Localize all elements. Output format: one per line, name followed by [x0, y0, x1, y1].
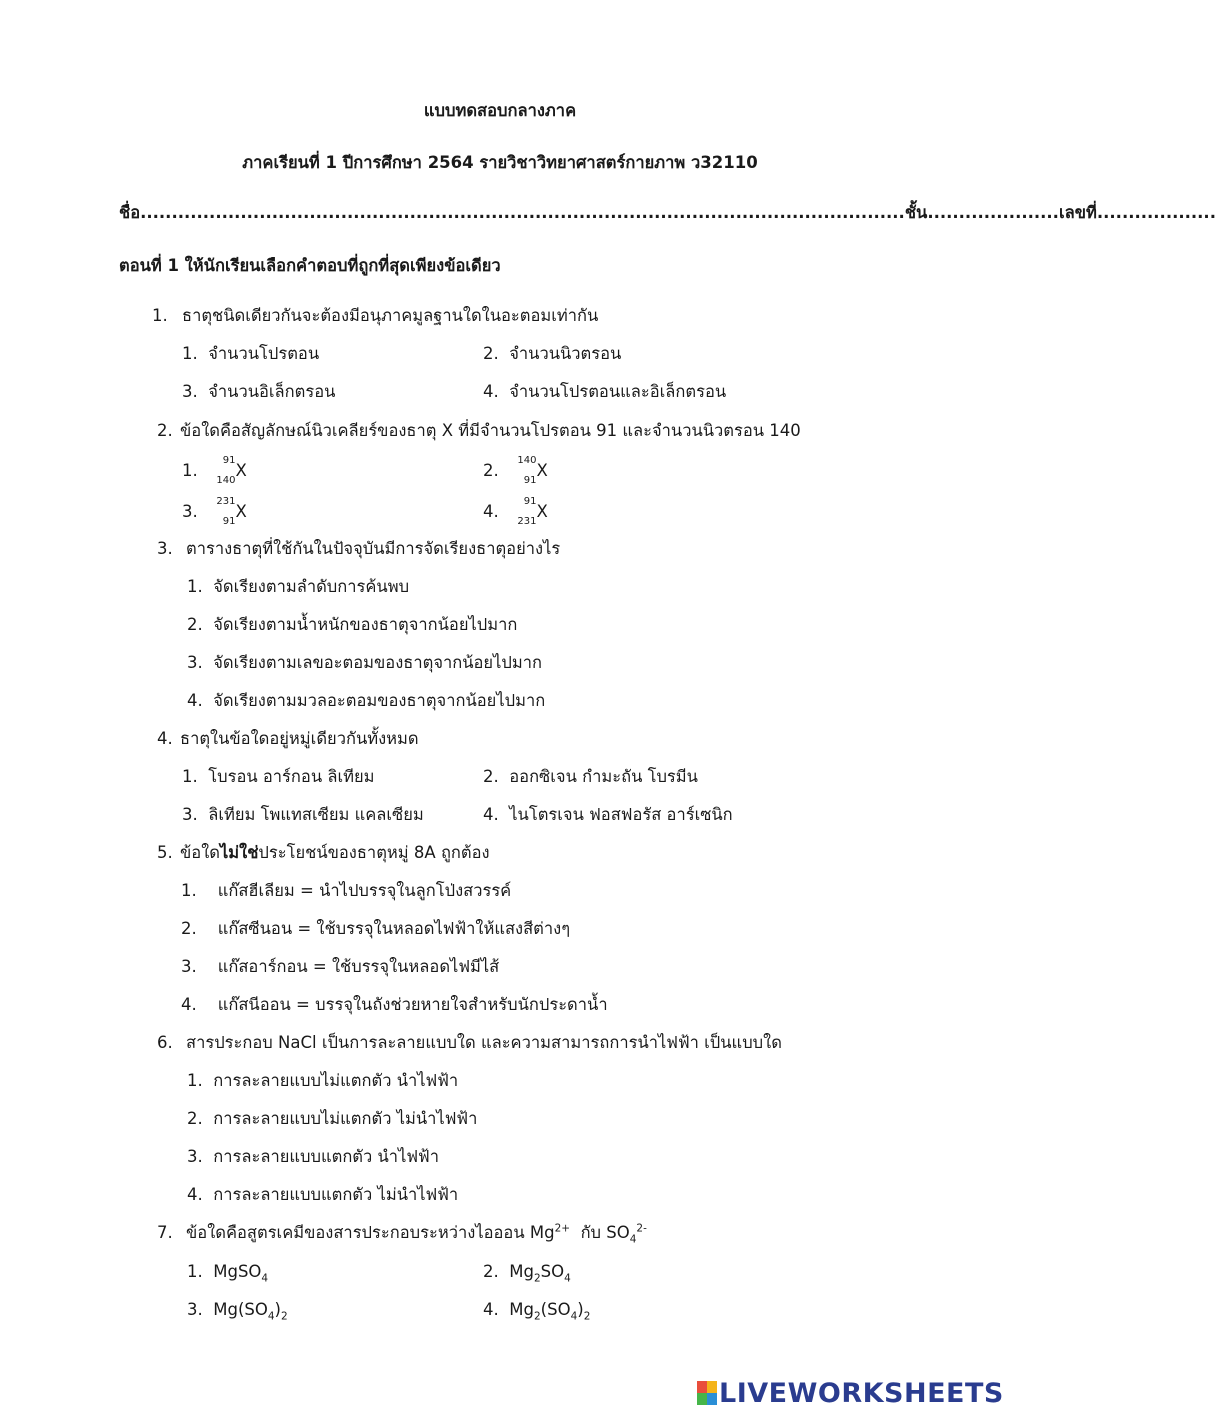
choice-4[interactable]: 4. ไนโตรเจน ฟอสฟอรัส อาร์เซนิก: [483, 805, 733, 824]
section-instruction: ตอนที่ 1 ให้นักเรียนเลือกคำตอบที่ถูกที่สุดเพียงข้อเดียว: [119, 256, 501, 275]
choice-3[interactable]: 3. แก๊สอาร์กอน = ใช้บรรจุในหลอดไฟมีไส้: [181, 957, 500, 976]
emphasis-not: ไม่ใช่: [219, 843, 259, 862]
choice-4[interactable]: 4. การละลายแบบแตกตัว ไม่นำไฟฟ้า: [187, 1185, 459, 1204]
choice-2[interactable]: 2. จำนวนนิวตรอน: [483, 344, 622, 363]
choice-1[interactable]: 1. จัดเรียงตามลำดับการค้นพบ: [187, 577, 410, 596]
name-blank: ..........................................................................................................................: [140, 203, 905, 222]
choice-2[interactable]: 2. จัดเรียงตามน้ำหนักของธาตุจากน้อยไปมาก: [187, 615, 518, 634]
number-blank: ...................: [1096, 203, 1216, 222]
question-text: ข้อใดคือสูตรเคมีของสารประกอบระหว่างไอออน $Mg^{2+}$ กับ $SO_4^{2-}$: [186, 1222, 647, 1246]
question-number: 5.: [157, 843, 173, 862]
choice-3[interactable]: 3. ลิเทียม โพแทสเซียม แคลเซียม: [182, 805, 424, 824]
question-text: ข้อใดคือสัญลักษณ์นิวเคลียร์ของธาตุ X ที่มีจำนวนโปรตอน 91 และจำนวนนิวตรอน 140: [180, 421, 801, 440]
choice-1[interactable]: 1. แก๊สฮีเลียม = นำไปบรรจุในลูกโป่งสวรรค์: [181, 881, 512, 900]
choice-4[interactable]: 4. $Mg_2(SO_4)_2$: [483, 1300, 591, 1323]
ion-charge-mg: 2+: [554, 1222, 571, 1235]
nuclide-symbol: 140 91: [517, 455, 537, 486]
choice-4[interactable]: 4. จัดเรียงตามมวลอะตอมของธาตุจากน้อยไปมาก: [187, 691, 546, 710]
number-label: เลขที่: [1058, 203, 1097, 222]
ion-charge-so4: 2-: [636, 1222, 647, 1235]
question-text: ธาตุในข้อใดอยู่หมู่เดียวกันทั้งหมด: [180, 729, 419, 748]
nuclide-symbol: 91 140: [216, 455, 236, 486]
choice-1[interactable]: 1. โบรอน อาร์กอน ลิเทียม: [182, 767, 375, 786]
class-label: ชั้น: [904, 203, 928, 222]
choice-4[interactable]: 4. แก๊สนีออน = บรรจุในถังช่วยหายใจสำหรับนักประดาน้ำ: [181, 995, 608, 1014]
choice-3[interactable]: 3. จัดเรียงตามเลขอะตอมของธาตุจากน้อยไปมาก: [187, 653, 543, 672]
question-number: 7.: [157, 1223, 173, 1242]
choice-2[interactable]: 2. $Mg_2SO_4$: [483, 1262, 571, 1285]
page-title: แบบทดสอบกลางภาค: [423, 101, 577, 120]
question-number: 6.: [157, 1033, 173, 1052]
choice-4[interactable]: 4. จำนวนโปรตอนและอิเล็กตรอน: [483, 382, 727, 401]
question-text: ธาตุชนิดเดียวกันจะต้องมีอนุภาคมูลฐานใดในอะตอมเท่ากัน: [182, 306, 599, 325]
name-label: ชื่อ: [119, 203, 141, 222]
nuclide-symbol: 91 231: [517, 496, 537, 527]
choice-2[interactable]: 2. การละลายแบบไม่แตกตัว ไม่นำไฟฟ้า: [187, 1109, 478, 1128]
choice-1[interactable]: 1. การละลายแบบไม่แตกตัว นำไฟฟ้า: [187, 1071, 459, 1090]
choice-3[interactable]: 3. 231 91 X: [182, 496, 247, 527]
liveworksheets-logo[interactable]: [697, 1378, 1004, 1408]
liveworksheets-logo-icon: [697, 1381, 717, 1405]
class-blank: .....................: [927, 203, 1059, 222]
question-number: 1.: [152, 306, 168, 325]
student-info-line: [119, 205, 1216, 222]
question-number: 4.: [157, 729, 173, 748]
question-number: 2.: [157, 421, 173, 440]
choice-1[interactable]: 1. 91 140 X: [182, 455, 247, 486]
choice-2[interactable]: 2. 140 91 X: [483, 455, 548, 486]
choice-1[interactable]: 1. จำนวนโปรตอน: [182, 344, 320, 363]
logo-text: LIVEWORKSHEETS: [719, 1377, 1004, 1409]
page-subtitle: ภาคเรียนที่ 1 ปีการศึกษา 2564 รายวิชาวิทยาศาสตร์กายภาพ ว32110: [242, 153, 758, 172]
choice-4[interactable]: 4. 91 231 X: [483, 496, 548, 527]
question-number: 3.: [157, 539, 173, 558]
choice-2[interactable]: 2. แก๊สซีนอน = ใช้บรรจุในหลอดไฟฟ้าให้แสงสีต่างๆ: [181, 919, 571, 938]
question-text: สารประกอบ NaCl เป็นการละลายแบบใด และความสามารถการนำไฟฟ้า เป็นแบบใด: [186, 1033, 782, 1052]
choice-3[interactable]: 3. $Mg(SO_4)_2$: [187, 1300, 288, 1323]
question-text: ตารางธาตุที่ใช้กันในปัจจุบันมีการจัดเรียงธาตุอย่างไร: [186, 539, 561, 558]
choice-3[interactable]: 3. จำนวนอิเล็กตรอน: [182, 382, 336, 401]
nuclide-symbol: 231 91: [216, 496, 236, 527]
choice-1[interactable]: 1. MgSO$_4$: [187, 1262, 269, 1285]
choice-2[interactable]: 2. ออกซิเจน กำมะถัน โบรมีน: [483, 767, 698, 786]
choice-3[interactable]: 3. การละลายแบบแตกตัว นำไฟฟ้า: [187, 1147, 440, 1166]
question-text: ข้อใดไม่ใช่ประโยชน์ของธาตุหมู่ 8A ถูกต้อง: [180, 843, 490, 862]
